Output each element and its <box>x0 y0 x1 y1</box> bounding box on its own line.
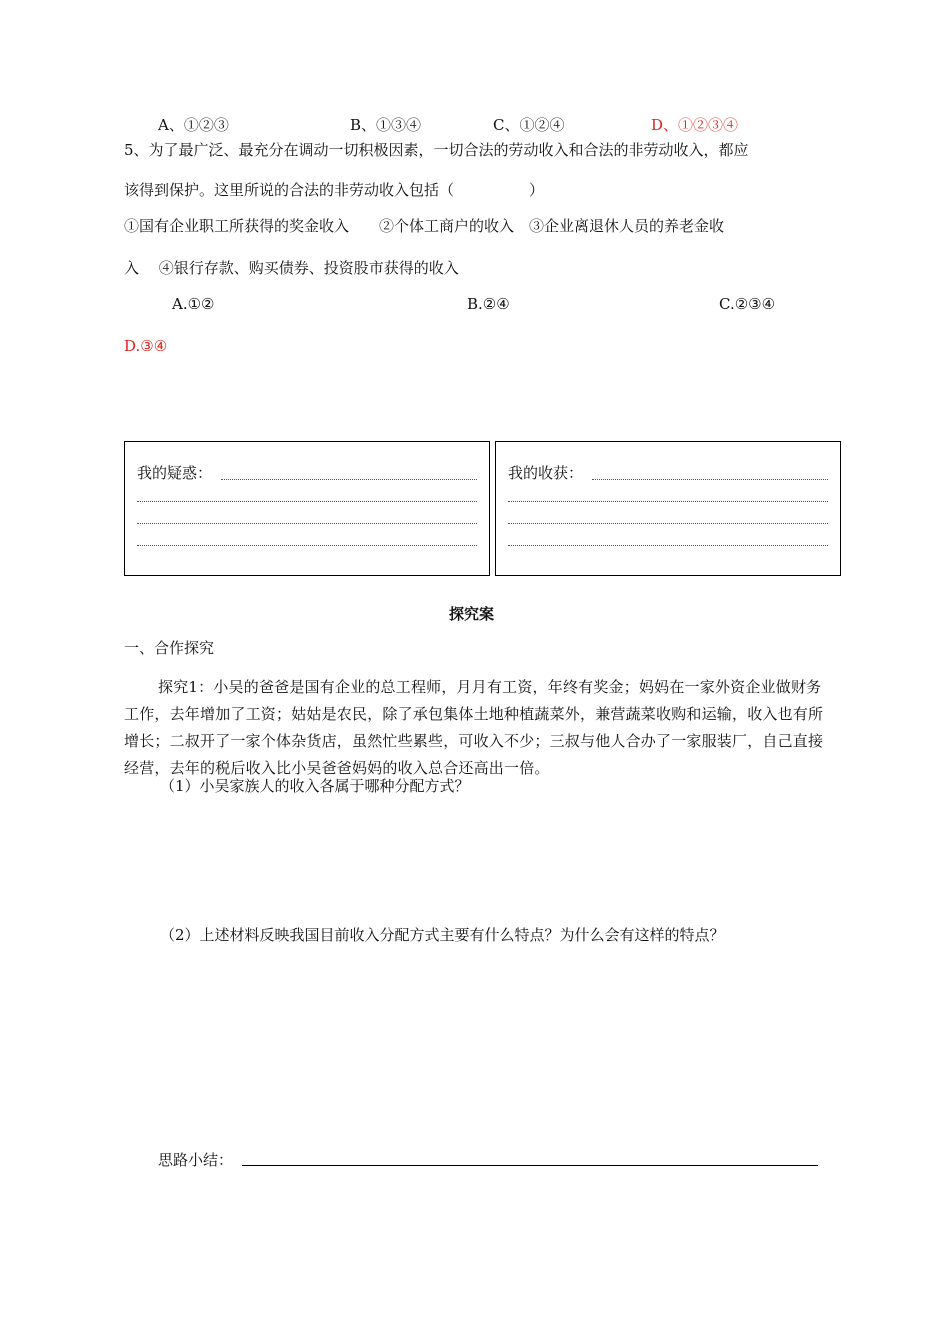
gain-line <box>508 501 828 502</box>
q5-option-b: B.②④ <box>467 295 510 313</box>
summary-label: 思路小结： <box>158 1151 234 1169</box>
doubt-line <box>137 545 477 546</box>
doubt-box <box>124 441 490 576</box>
q4-option-d-answer: D、①②③④ <box>651 116 739 134</box>
q5-items-line1: ①国有企业职工所获得的奖金收入 ②个体工商户的收入 ③企业离退休人员的养老金收 <box>124 217 725 235</box>
gain-line <box>508 545 828 546</box>
section-title: 探究案 <box>449 605 495 623</box>
doubt-line <box>137 523 477 524</box>
doubt-line <box>221 479 477 480</box>
section-heading: 一、合作探究 <box>124 639 215 657</box>
gain-line <box>592 479 828 480</box>
doubt-line <box>137 501 477 502</box>
summary-answer-line[interactable] <box>242 1165 818 1166</box>
q4-option-c: C、①②④ <box>493 116 565 134</box>
q5-option-a: A.①② <box>172 295 215 313</box>
q4-option-a: A、①②③ <box>158 116 229 134</box>
q4-option-b: B、①③④ <box>350 116 422 134</box>
gain-line <box>508 523 828 524</box>
question-2: （2）上述材料反映我国目前收入分配方式主要有什么特点？为什么会有这样的特点？ <box>160 926 725 944</box>
gain-label: 我的收获： <box>508 464 584 482</box>
doubt-label: 我的疑惑： <box>137 464 213 482</box>
q5-option-d-answer: D.③④ <box>124 337 168 355</box>
question-1: （1）小吴家族人的收入各属于哪种分配方式？ <box>160 777 470 795</box>
q5-stem-line2: 该得到保护。这里所说的合法的非劳动收入包括（ ） <box>124 181 545 199</box>
q5-stem-line1: 5、为了最广泛、最充分在调动一切积极因素，一切合法的劳动收入和合法的非劳动收入，都应 <box>124 141 749 159</box>
gain-box <box>495 441 841 576</box>
inquiry-paragraph: 探究1：小吴的爸爸是国有企业的总工程师，月月有工资，年终有奖金；妈妈在一家外资企业做财务工作，去年增加了工资；姑姑是农民，除了承包集体土地种植蔬菜外，兼营蔬菜收购和运输，收入也有所增长；二叔开了一家个体杂货店，虽然忙些累些，可收入不少；三叔与他人合办了一家服装厂，自己直接经营，去年的税后收入比小吴爸爸妈妈的收入总合还高出一倍。 <box>124 678 824 777</box>
q5-option-c: C.②③④ <box>719 295 776 313</box>
q5-items-line2: 入 ④银行存款、购买债券、投资股市获得的收入 <box>124 259 459 277</box>
